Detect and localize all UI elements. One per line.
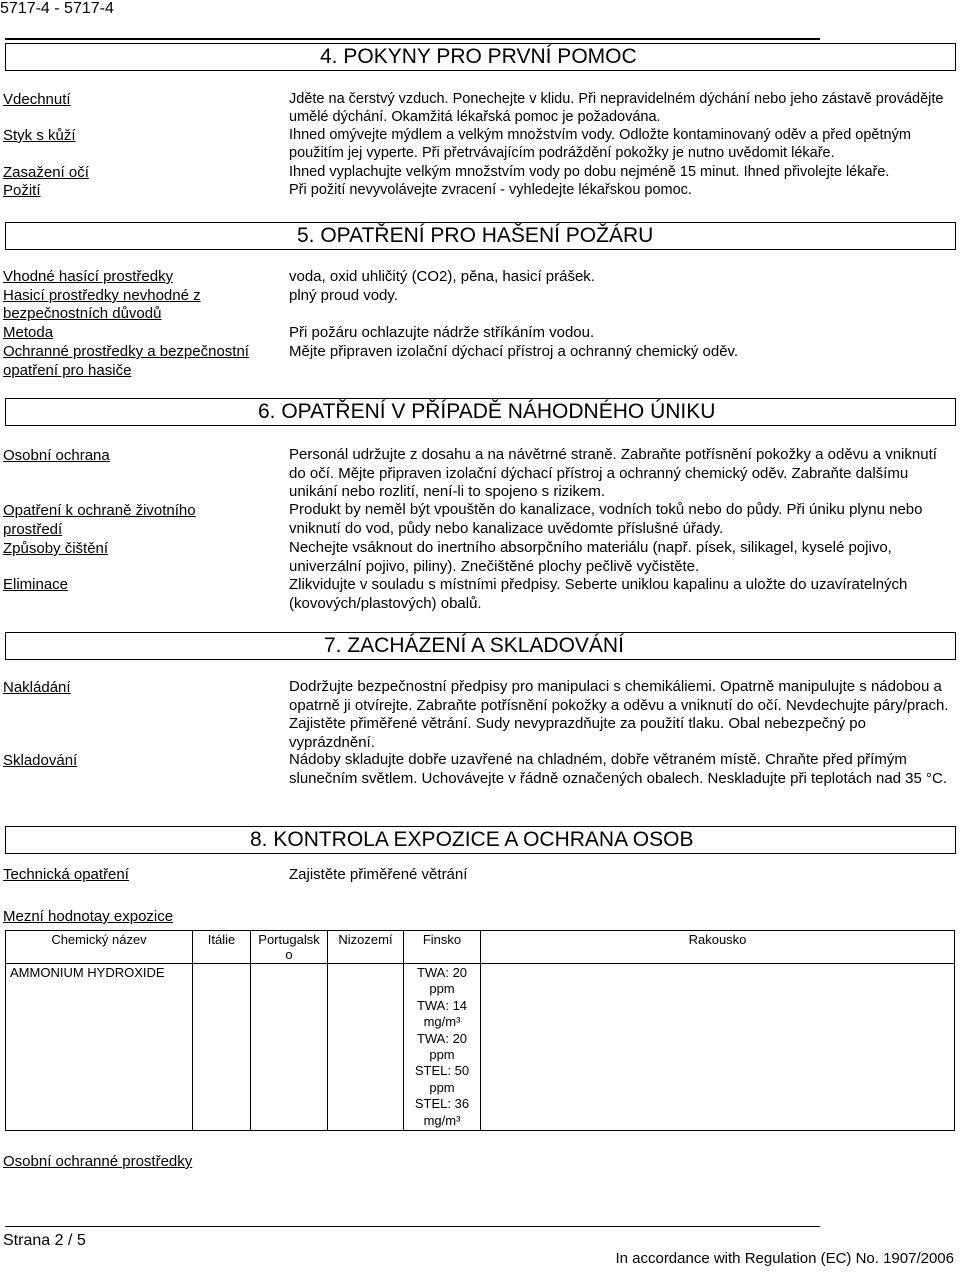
col-italy: Itálie [193,931,251,964]
text-ingestion: Při požití nevyvolávejte zvracení - vyhledejte lékařskou pomoc. [289,182,692,198]
label-ppe: Osobní ochranné prostředky [3,1153,193,1170]
label-personal-protection: Osobní ochrana [3,447,110,464]
col-portugal: Portugalsk o [251,931,328,964]
regulation-note: In accordance with Regulation (EC) No. 1907/2006 [615,1250,954,1267]
finland-value: ppm [429,1047,455,1063]
text-cleaning: Nechejte vsáknout do inertního absorpčního materiálu (např. písek, silikagel, kyselé pojivo, univerzální pojivo, piliny). Znečištěné plochy pečlivě vyčistěte. [289,539,892,575]
text-technical-measures: Zajistěte přiměřené větrání [289,866,468,883]
label-firefighter-ppe-2: opatření pro hasiče [3,362,132,379]
cell-italy [193,964,251,1131]
exposure-limits-table [5,930,955,1131]
label-eyes: Zasažení očí [3,164,89,181]
label-disposal: Eliminace [3,576,69,593]
section-6-title: 6. OPATŘENÍ V PŘÍPADĚ NÁHODNÉHO ÚNIKU [258,400,716,423]
text-suitable-media: voda, oxid uhličitý (CO2), pěna, hasicí prášek. [289,268,595,285]
text-environment: Produkt by neměl být vpouštěn do kanalizace, vodních toků nebo do půdy. Při úniku plynu nebo vniknutí do vod, půdy nebo kanalizace uvědomte příslušné úřady. [289,501,923,537]
label-ingestion: Požití [3,182,41,199]
label-technical-measures: Technická opatření [3,866,129,883]
footer-rule [5,1226,820,1227]
cell-finland [404,964,481,1131]
text-storage: Nádoby skladujte dobře uzavřené na chladném, dobře větraném místě. Chraňte před přímým slunečním světlem. Uchovávejte v řádně označených obalech. Neskladujte při teplotách nad 35 °C. [289,751,948,787]
text-method: Při požáru ochlazujte nádrže stříkáním vodou. [289,324,595,341]
finland-value: mg/m³ [423,1014,461,1030]
label-suitable-media: Vhodné hasící prostředky [3,268,174,285]
finland-value: TWA: 20 [416,1030,468,1046]
top-rule [5,38,820,40]
section-5-title: 5. OPATŘENÍ PRO HAŠENÍ POŽÁRU [297,224,654,247]
label-storage: Skladování [3,752,78,769]
cell-chemical-name: AMMONIUM HYDROXIDE [6,964,193,1131]
document-code: 5717-4 - 5717-4 [0,0,114,17]
finland-value: TWA: 14 [416,997,468,1013]
text-skin: Ihned omývejte mýdlem a velkým množstvím vody. Odložte kontaminovaný oděv a před opětným použitím jej vyperte. Při přetrvávajícím podráždění pokožky je nutno uvědomit lékaře. [289,127,911,161]
label-environment-2: prostředí [3,521,63,538]
finland-value: mg/m³ [423,1112,461,1128]
finland-value: ppm [429,1079,455,1095]
text-inhalation: Jděte na čerstvý vzduch. Ponechejte v klidu. Při nepravidelném dýchání nebo jeho zástavě provádějte umělé dýchání. Okamžitá lékařská pomoc je požadována. [289,91,944,125]
text-eyes: Ihned vyplachujte velkým množstvím vody po dobu nejméně 15 minut. Ihned přivolejte lékaře. [289,164,890,180]
label-cleaning: Způsoby čištění [3,540,109,557]
section-4-title: 4. POKYNY PRO PRVNÍ POMOC [320,45,637,68]
label-unsuitable-media: Hasicí prostředky nevhodné z [3,287,201,304]
finland-value: STEL: 50 [414,1063,470,1079]
label-inhalation: Vdechnutí [3,91,71,108]
text-handling: Dodržujte bezpečnostní předpisy pro manipulaci s chemikáliemi. Opatrně manipulujte s nádobou a opatrně ji otvírejte. Zabraňte potřísnění pokožky a oděvu a vniknutí do očí. Nevdechujte páry/prach. Zajistěte přiměřené větrání. Sudy nevyprazdňujte za použití tlaku. Obal nebezpečný po vyprázdnění. [289,678,949,751]
cell-portugal [251,964,328,1131]
page-number: Strana 2 / 5 [3,1232,86,1249]
section-7-title: 7. ZACHÁZENÍ A SKLADOVÁNÍ [324,634,624,657]
text-personal-protection: Personál udržujte z dosahu a na návětrné straně. Zabraňte potřísnění pokožky a oděvu a vniknutí do očí. Mějte připraven izolační dýchací přístroj a ochranný chemický oděv. Zabraňte dalšímu unikání nebo rozlití, není-li to spojeno s rizikem. [289,446,937,500]
cell-netherlands [328,964,404,1131]
label-handling: Nakládání [3,679,71,696]
label-exposure-limits: Mezní hodnotay expozice [3,908,174,925]
text-disposal: Zlikvidujte v souladu s místními předpisy. Seberte uniklou kapalinu a uložte do uzavíratelných (kovových/plastových) obalů. [289,576,908,612]
finland-value: ppm [429,981,455,997]
label-skin: Styk s kůží [3,127,76,144]
col-austria: Rakousko [481,931,955,964]
text-unsuitable-media: plný proud vody. [289,287,398,304]
label-unsuitable-media-2: bezpečnostních důvodů [3,305,162,322]
finland-value: TWA: 20 [416,965,468,980]
text-firefighter-ppe: Mějte připraven izolační dýchací přístroj a ochranný chemický oděv. [289,343,739,360]
table-row [6,964,955,1131]
cell-austria [481,964,955,1131]
label-method: Metoda [3,324,54,341]
section-8-title: 8. KONTROLA EXPOZICE A OCHRANA OSOB [250,828,694,851]
col-netherlands: Nizozemí [328,931,404,964]
finland-value: STEL: 36 [414,1096,470,1112]
label-environment: Opatření k ochraně životního [3,502,196,519]
label-firefighter-ppe: Ochranné prostředky a bezpečnostní [3,343,249,360]
table-header-row [6,931,955,964]
col-chemical-name: Chemický název [6,931,193,964]
col-finland: Finsko [404,931,481,964]
